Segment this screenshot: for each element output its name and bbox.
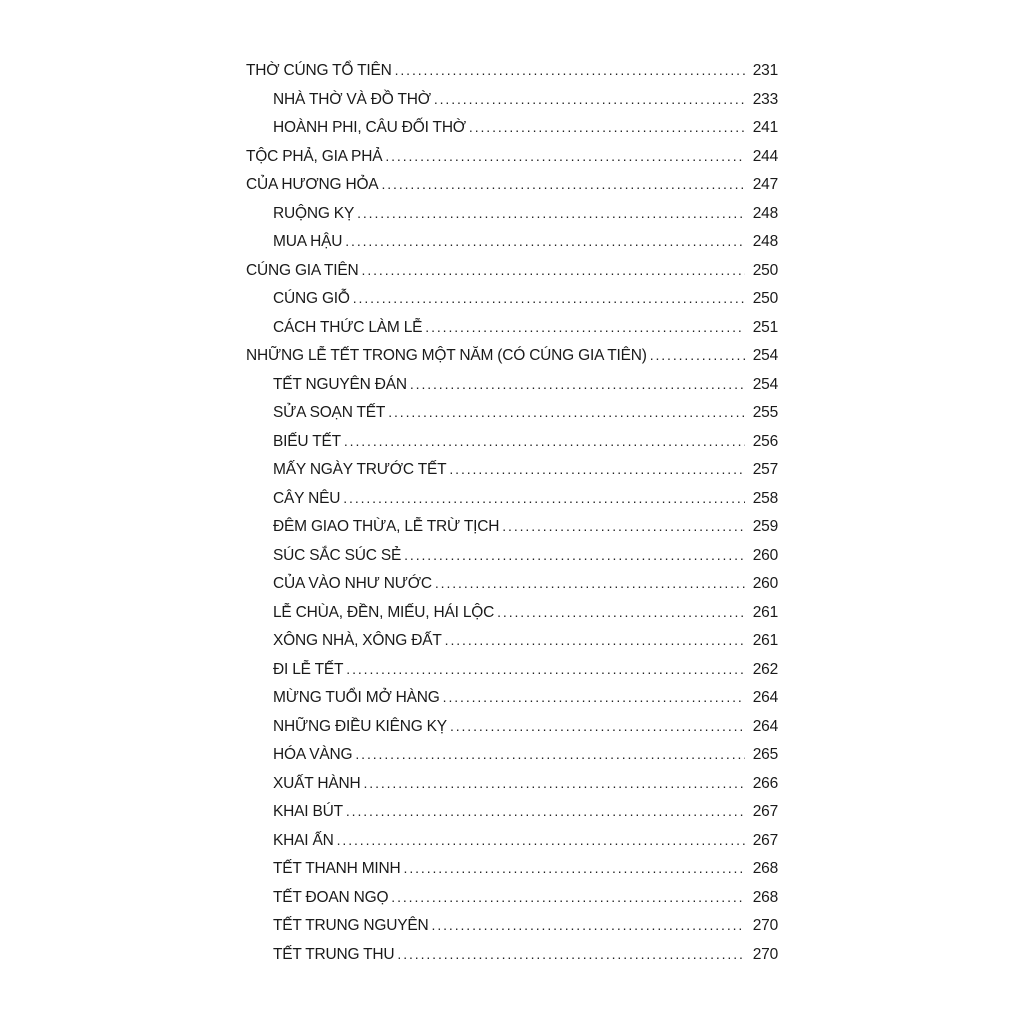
- toc-entry-title: CÁCH THỨC LÀM LỄ: [273, 318, 423, 336]
- toc-entry: [246, 547, 778, 576]
- toc-entry: [246, 946, 778, 975]
- toc-entry-title: TẾT TRUNG NGUYÊN: [273, 917, 429, 934]
- toc-entry-page-number: 259: [752, 518, 778, 535]
- dot-leader: [362, 262, 745, 278]
- toc-entry-title: CÚNG GIỖ: [273, 290, 350, 307]
- toc-entry-page-number: 248: [752, 233, 778, 250]
- toc-entry: [246, 262, 778, 291]
- dot-leader: [443, 689, 745, 705]
- toc-entry-title: TẾT NGUYÊN ĐÁN: [273, 375, 407, 393]
- toc-entry: [246, 661, 778, 690]
- toc-entry-title: CỦA HƯƠNG HỎA: [246, 176, 379, 193]
- dot-leader: [434, 91, 745, 107]
- dot-leader: [650, 347, 745, 363]
- dot-leader: [353, 290, 745, 306]
- toc-entry-page-number: 261: [752, 632, 778, 649]
- toc-entry-page-number: 270: [752, 945, 778, 963]
- table-of-contents: [246, 62, 778, 974]
- dot-leader: [355, 746, 745, 762]
- toc-entry-page-number: 231: [752, 62, 778, 79]
- dot-leader: [469, 119, 745, 135]
- toc-entry: [246, 632, 778, 661]
- toc-entry: [246, 775, 778, 804]
- dot-leader: [388, 404, 745, 420]
- toc-entry-title: CÚNG GIA TIÊN: [246, 261, 359, 279]
- dot-leader: [435, 575, 745, 591]
- dot-leader: [344, 433, 745, 449]
- dot-leader: [346, 803, 745, 819]
- toc-entry: [246, 889, 778, 918]
- toc-entry: [246, 917, 778, 946]
- dot-leader: [445, 632, 745, 648]
- dot-leader: [357, 205, 745, 221]
- toc-entry-title: NHỮNG ĐIỀU KIÊNG KỴ: [273, 717, 447, 735]
- toc-entry: [246, 575, 778, 604]
- dot-leader: [404, 860, 745, 876]
- toc-entry-title: THỜ CÚNG TỔ TIÊN: [246, 62, 392, 79]
- dot-leader: [450, 718, 745, 734]
- toc-entry-title: TẾT THANH MINH: [273, 860, 401, 877]
- toc-entry: [246, 404, 778, 433]
- dot-leader: [404, 547, 745, 563]
- dot-leader: [391, 889, 745, 905]
- toc-entry-page-number: 262: [752, 660, 778, 678]
- toc-entry-title: CÂY NÊU: [273, 489, 341, 507]
- dot-leader: [497, 604, 745, 620]
- dot-leader: [345, 233, 745, 249]
- toc-entry-page-number: 258: [752, 489, 778, 507]
- dot-leader: [410, 376, 745, 392]
- toc-entry-page-number: 256: [752, 432, 778, 450]
- toc-entry-page-number: 264: [752, 689, 778, 706]
- toc-entry-title: XUẤT HÀNH: [273, 774, 361, 792]
- dot-leader: [395, 62, 745, 78]
- toc-entry-page-number: 268: [752, 888, 778, 906]
- dot-leader: [425, 319, 745, 335]
- dot-leader: [385, 148, 745, 164]
- toc-entry-title: BIẾU TẾT: [273, 432, 341, 450]
- toc-entry: [246, 148, 778, 177]
- toc-entry: [246, 91, 778, 120]
- toc-entry-title: MẤY NGÀY TRƯỚC TẾT: [273, 461, 447, 478]
- toc-entry-page-number: 270: [752, 917, 778, 934]
- toc-entry-page-number: 233: [752, 90, 778, 108]
- toc-entry-title: TẾT TRUNG THU: [273, 945, 395, 963]
- dot-leader: [432, 917, 745, 933]
- toc-entry-title: XÔNG NHÀ, XÔNG ĐẤT: [273, 632, 442, 649]
- toc-entry-page-number: 247: [752, 176, 778, 193]
- toc-entry: [246, 205, 778, 234]
- toc-entry-page-number: 244: [752, 147, 778, 165]
- toc-entry-page-number: 257: [752, 461, 778, 478]
- toc-entry-page-number: 260: [752, 546, 778, 564]
- toc-entry: [246, 347, 778, 376]
- toc-entry-page-number: 266: [752, 774, 778, 792]
- toc-entry: [246, 746, 778, 775]
- toc-entry: [246, 718, 778, 747]
- toc-entry-title: HÓA VÀNG: [273, 746, 353, 763]
- toc-entry-page-number: 254: [752, 347, 778, 364]
- dot-leader: [343, 490, 745, 506]
- toc-entry: [246, 490, 778, 519]
- dot-leader: [363, 775, 745, 791]
- toc-entry-title: ĐÊM GIAO THỪA, LỄ TRỪ TỊCH: [273, 518, 500, 535]
- toc-entry: [246, 176, 778, 205]
- toc-entry-title: ĐI LỄ TẾT: [273, 660, 344, 678]
- toc-entry: [246, 62, 778, 91]
- toc-entry-title: NHỮNG LỄ TẾT TRONG MỘT NĂM (CÓ CÚNG GIA TIÊN): [246, 347, 647, 364]
- toc-entry-title: CỦA VÀO NHƯ NƯỚC: [273, 575, 432, 592]
- toc-entry: [246, 233, 778, 262]
- toc-entry-title: MỪNG TUỔI MỞ HÀNG: [273, 689, 440, 706]
- toc-entry: [246, 518, 778, 547]
- toc-entry-page-number: 261: [752, 603, 778, 621]
- toc-entry-page-number: 267: [752, 831, 778, 849]
- toc-entry-title: SỬA SOẠN TẾT: [273, 404, 386, 421]
- dot-leader: [397, 946, 745, 962]
- toc-entry-page-number: 260: [752, 575, 778, 592]
- toc-entry-page-number: 251: [752, 318, 778, 336]
- toc-entry-page-number: 250: [752, 261, 778, 279]
- dot-leader: [502, 518, 745, 534]
- toc-entry: [246, 433, 778, 462]
- toc-entry: [246, 803, 778, 832]
- toc-entry-page-number: 264: [752, 717, 778, 735]
- dot-leader: [346, 661, 745, 677]
- toc-entry: [246, 290, 778, 319]
- toc-entry-title: KHAI BÚT: [273, 803, 343, 820]
- toc-entry: [246, 604, 778, 633]
- toc-entry-title: SÚC SẮC SÚC SẺ: [273, 546, 402, 564]
- toc-entry-title: LỄ CHÙA, ĐỀN, MIẾU, HÁI LỘC: [273, 603, 495, 621]
- toc-entry-title: MUA HẬU: [273, 233, 343, 250]
- dot-leader: [381, 176, 745, 192]
- toc-entry-page-number: 254: [752, 375, 778, 393]
- toc-entry: [246, 689, 778, 718]
- toc-entry-title: TỘC PHẢ, GIA PHẢ: [246, 147, 383, 165]
- toc-entry-page-number: 250: [752, 290, 778, 307]
- toc-entry-title: HOÀNH PHI, CÂU ĐỐI THỜ: [273, 119, 466, 136]
- toc-entry-title: RUỘNG KỴ: [273, 204, 355, 222]
- toc-entry: [246, 461, 778, 490]
- toc-entry: [246, 376, 778, 405]
- toc-entry: [246, 319, 778, 348]
- toc-entry-page-number: 241: [752, 119, 778, 136]
- toc-entry-title: TẾT ĐOAN NGỌ: [273, 888, 389, 906]
- toc-entry-page-number: 255: [752, 404, 778, 421]
- toc-entry-page-number: 265: [752, 746, 778, 763]
- dot-leader: [449, 461, 745, 477]
- toc-entry-page-number: 268: [752, 860, 778, 877]
- dot-leader: [337, 832, 745, 848]
- toc-entry-page-number: 248: [752, 204, 778, 222]
- toc-entry: [246, 832, 778, 861]
- toc-entry-page-number: 267: [752, 803, 778, 820]
- toc-entry: [246, 119, 778, 148]
- toc-entry-title: KHAI ẤN: [273, 831, 334, 849]
- toc-entry-title: NHÀ THỜ VÀ ĐỒ THỜ: [273, 90, 431, 108]
- toc-entry: [246, 860, 778, 889]
